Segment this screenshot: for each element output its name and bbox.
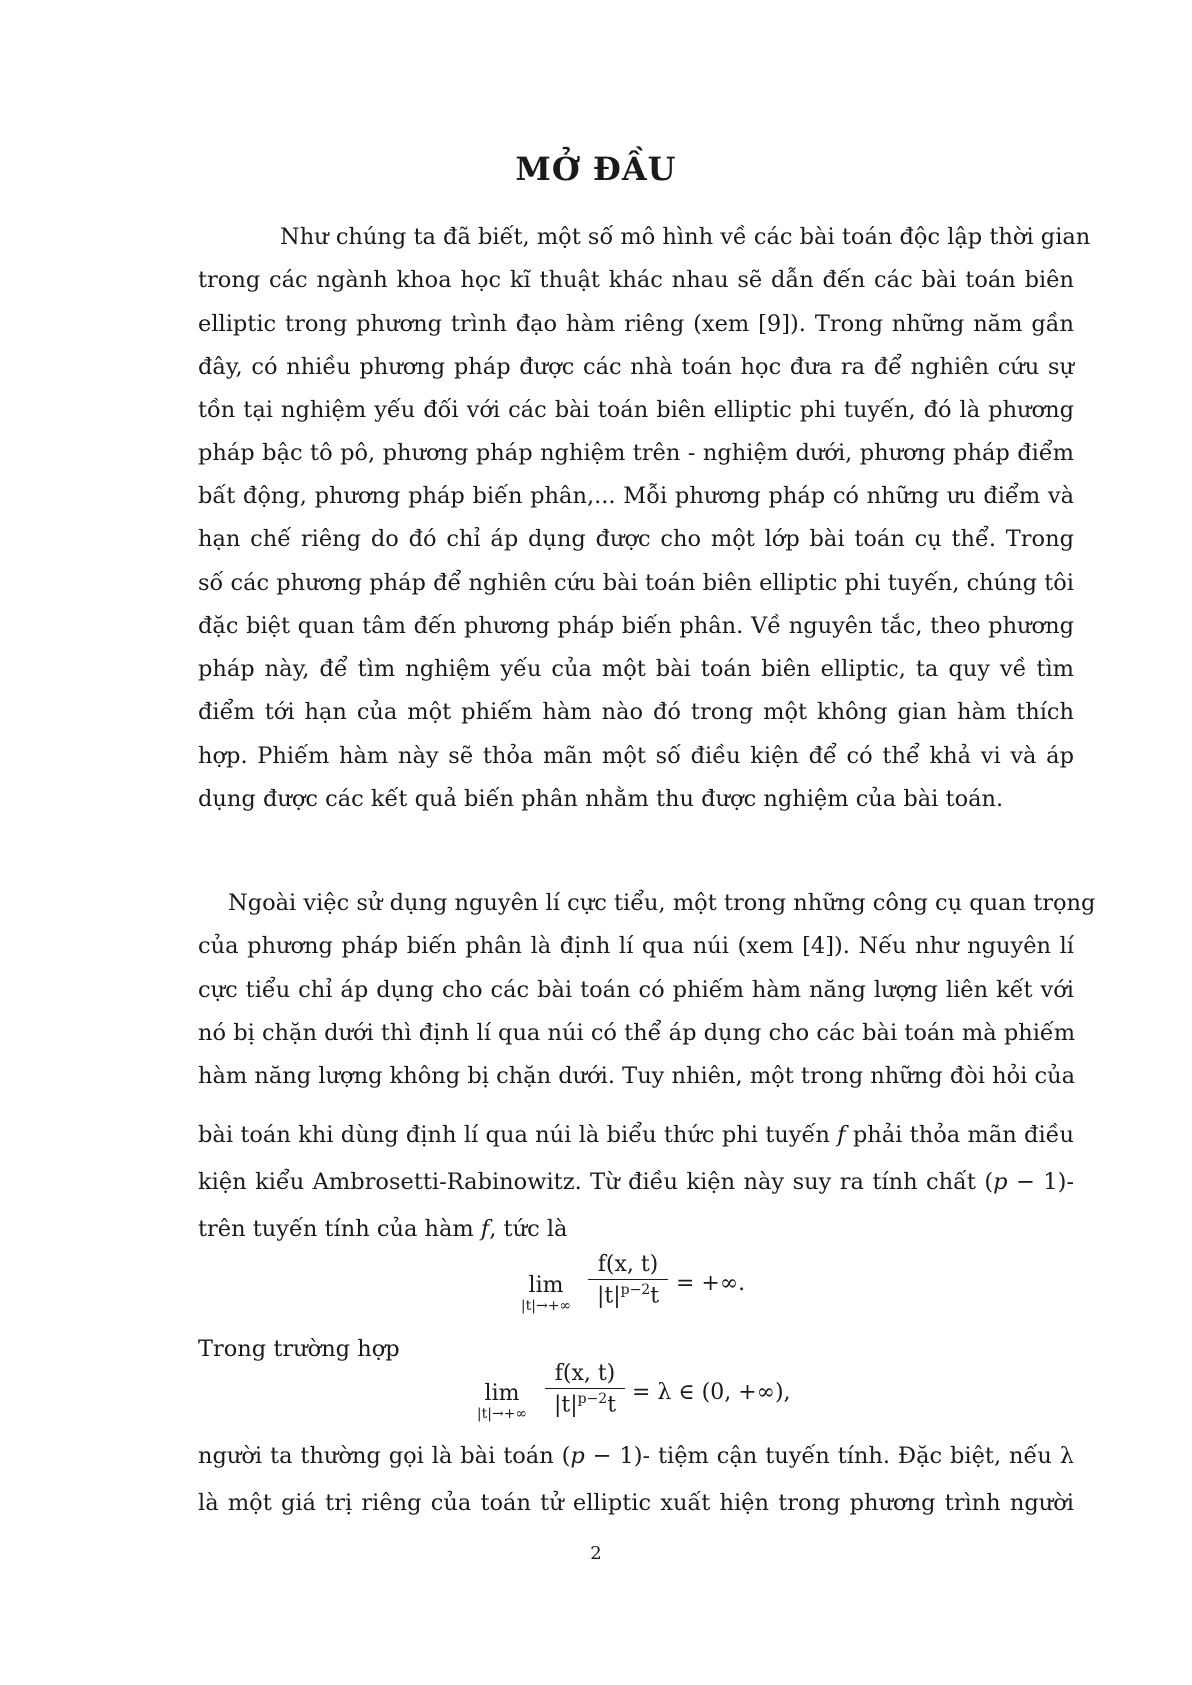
fraction-bar xyxy=(545,1388,625,1389)
paragraph-line: trong các ngành khoa học kĩ thuật khác nhau sẽ dẫn đến các bài toán biên xyxy=(198,267,1074,293)
formula-rhs: = λ ∈ (0, +∞), xyxy=(632,1380,791,1405)
text-run: − 1)- tiệm cận tuyến tính. Đặc biệt, nếu λ xyxy=(584,1443,1074,1469)
paragraph-line: là một giá trị riêng của toán tử elliptic xuất hiện trong phương trình người xyxy=(198,1490,1074,1516)
paragraph-line: đây, có nhiều phương pháp được các nhà toán học đưa ra để nghiên cứu sự xyxy=(198,354,1074,380)
lim-word: lim xyxy=(484,1381,520,1406)
numerator: f(x, t) xyxy=(554,1361,616,1386)
paragraph-line: dụng được các kết quả biến phân nhằm thu được nghiệm của bài toán. xyxy=(198,786,1004,812)
math-var: f xyxy=(837,1122,846,1148)
den-exponent: p−2 xyxy=(620,1282,651,1298)
paragraph-line: elliptic trong phương trình đạo hàm riêng (xem [9]). Trong những năm gần xyxy=(198,311,1074,337)
text-run: , tức là xyxy=(489,1216,568,1242)
den-tail: t xyxy=(607,1392,617,1418)
text-run: kiện kiểu Ambrosetti-Rabinowitz. Từ điều kiện này suy ra tính chất ( xyxy=(198,1169,994,1195)
paragraph-line: điểm tới hạn của một phiếm hàm nào đó trong một không gian hàm thích xyxy=(198,699,1074,725)
den-base: |t| xyxy=(553,1392,578,1418)
page-title: MỞ ĐẦU xyxy=(515,150,677,188)
paragraph-line xyxy=(198,1168,1074,1196)
text-run: người ta thường gọi là bài toán ( xyxy=(198,1443,571,1469)
fraction-bar xyxy=(588,1279,668,1280)
fraction xyxy=(545,1361,625,1417)
paragraph-line: số các phương pháp để nghiên cứu bài toán biên elliptic phi tuyến, chúng tôi xyxy=(198,570,1074,596)
paragraph-line: pháp này, để tìm nghiệm yếu của một bài toán biên elliptic, ta quy về tìm xyxy=(198,656,1074,682)
math-var: p xyxy=(570,1443,585,1469)
math-var: f xyxy=(480,1216,490,1242)
lim-subscript: |t|→+∞ xyxy=(520,1298,572,1314)
paragraph-line: Như chúng ta đã biết, một số mô hình về các bài toán độc lập thời gian xyxy=(280,224,1091,250)
paragraph-line: hàm năng lượng không bị chặn dưới. Tuy nhiên, một trong những đòi hỏi của xyxy=(198,1063,1076,1089)
text-run: phải thỏa mãn điều xyxy=(852,1122,1074,1148)
text-run: bài toán khi dùng định lí qua núi là biểu thức phi tuyến xyxy=(198,1122,830,1148)
paragraph-line xyxy=(198,1121,1074,1149)
formula-rhs: = +∞. xyxy=(676,1271,746,1296)
paragraph-line: tồn tại nghiệm yếu đối với các bài toán biên elliptic phi tuyến, đó là phương xyxy=(198,397,1074,423)
denominator xyxy=(588,1282,668,1308)
paragraph-line: hạn chế riêng do đó chỉ áp dụng được cho một lớp bài toán cụ thể. Trong xyxy=(198,526,1074,552)
limit-operator xyxy=(506,1273,586,1314)
numerator: f(x, t) xyxy=(597,1252,659,1277)
math-var: p xyxy=(993,1169,1008,1195)
paragraph-line xyxy=(198,1442,1074,1470)
paragraph-line: cực tiểu chỉ áp dụng cho các bài toán có phiếm hàm năng lượng liên kết với xyxy=(198,977,1074,1003)
text-run: trên tuyến tính của hàm xyxy=(198,1216,474,1242)
fraction xyxy=(588,1252,668,1308)
denominator xyxy=(545,1391,625,1417)
limit-operator xyxy=(462,1381,542,1422)
lim-word: lim xyxy=(528,1273,564,1298)
paragraph-line: của phương pháp biến phân là định lí qua núi (xem [4]). Nếu như nguyên lí xyxy=(198,933,1074,959)
paragraph-line: bất động, phương pháp biến phân,... Mỗi phương pháp có những ưu điểm và xyxy=(198,483,1074,509)
den-tail: t xyxy=(650,1283,660,1309)
paragraph-line: nó bị chặn dưới thì định lí qua núi có thể áp dụng cho các bài toán mà phiếm xyxy=(198,1020,1076,1046)
text-run: − 1)- xyxy=(1007,1169,1074,1195)
paragraph-line: Trong trường hợp xyxy=(198,1336,400,1362)
paragraph-line: hợp. Phiếm hàm này sẽ thỏa mãn một số điều kiện để có thể khả vi và áp xyxy=(198,743,1074,769)
paragraph-line xyxy=(198,1215,567,1243)
page-number: 2 xyxy=(590,1543,602,1564)
paragraph-line: đặc biệt quan tâm đến phương pháp biến phân. Về nguyên tắc, theo phương xyxy=(198,613,1074,639)
paragraph-line: Ngoài việc sử dụng nguyên lí cực tiểu, một trong những công cụ quan trọng xyxy=(228,890,1096,916)
den-base: |t| xyxy=(596,1283,621,1309)
lim-subscript: |t|→+∞ xyxy=(476,1406,528,1422)
den-exponent: p−2 xyxy=(577,1391,608,1407)
paragraph-line: pháp bậc tô pô, phương pháp nghiệm trên - nghiệm dưới, phương pháp điểm xyxy=(198,440,1074,466)
